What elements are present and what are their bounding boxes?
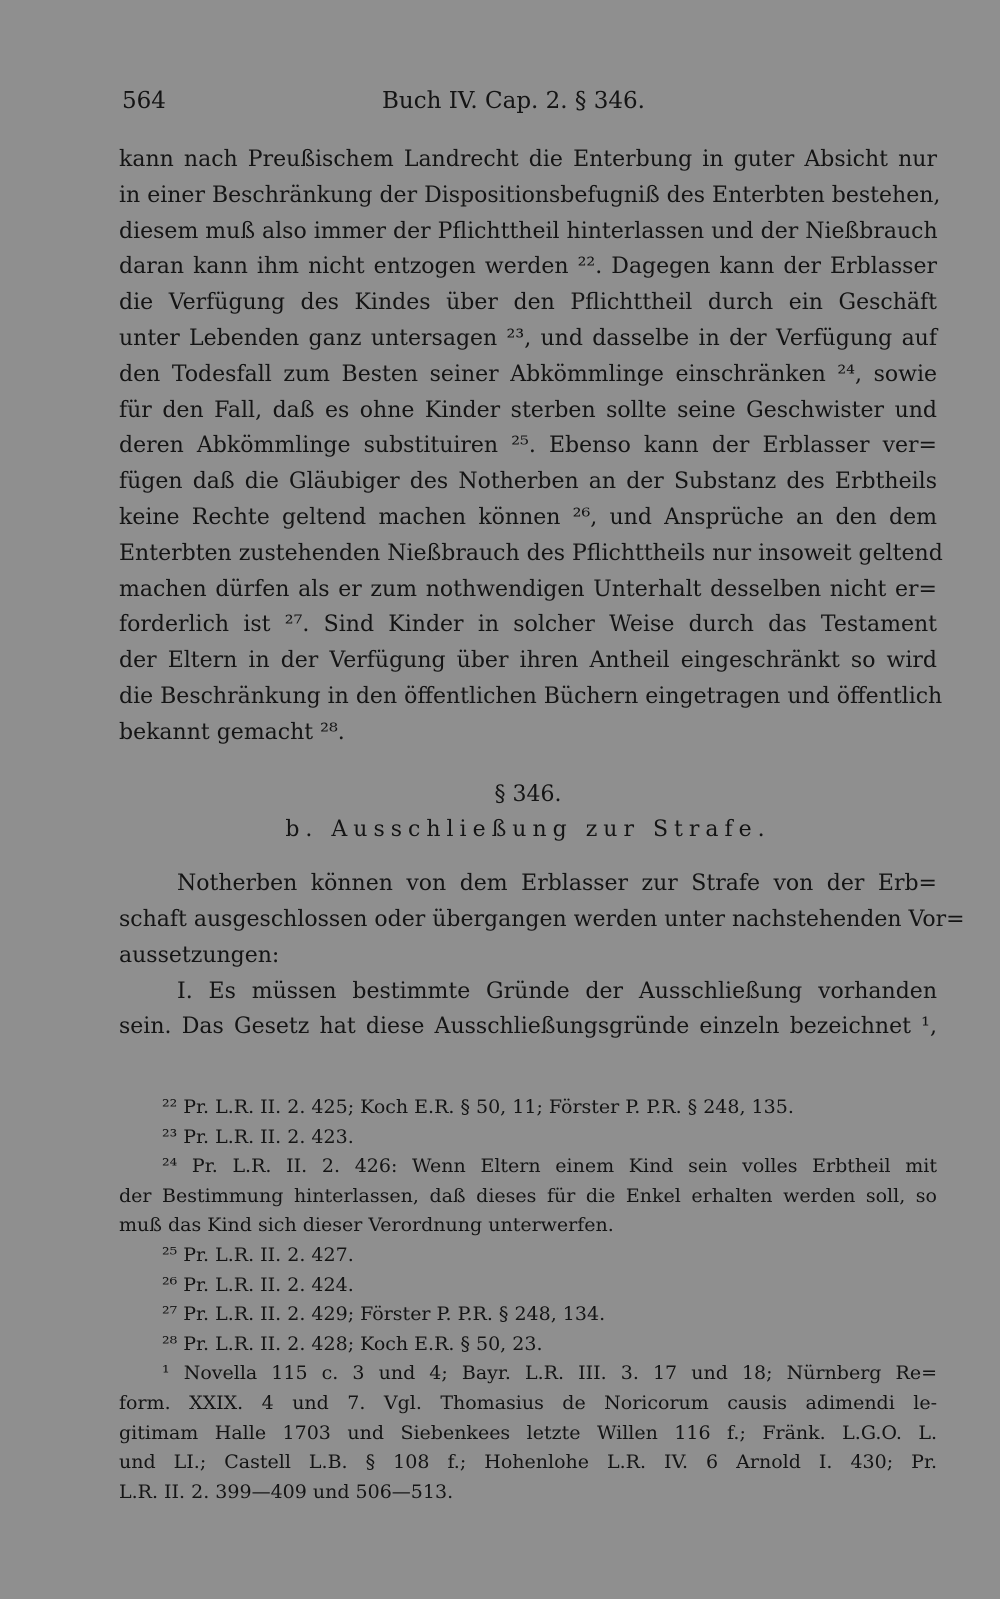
- text-line: I. Es müssen bestimmte Gründe der Ausschließung vorhanden: [177, 978, 937, 1004]
- text-line: Notherben können von dem Erblasser zur Strafe von der Erb=: [177, 871, 937, 897]
- footnote: ²⁸ Pr. L.R. II. 2. 428; Koch E.R. § 50, 23.: [162, 1332, 543, 1355]
- text-line: deren Abkömmlinge substituiren ²⁵. Ebenso kann der Erblasser ver=: [119, 433, 937, 459]
- text-line: schaft ausgeschlossen oder übergangen werden unter nachstehenden Vor=: [119, 906, 965, 932]
- footnote: ²⁷ Pr. L.R. II. 2. 429; Förster P. P.R. § 248, 134.: [162, 1303, 606, 1326]
- footnote-continuation: muß das Kind sich dieser Verordnung unterwerfen.: [119, 1214, 614, 1237]
- text-line: bekannt gemacht ²⁸.: [119, 719, 345, 745]
- section-title: b. Ausschließung zur Strafe.: [285, 817, 771, 843]
- page-header: [122, 88, 922, 128]
- text-line: für den Fall, daß es ohne Kinder sterben sollte seine Geschwister und: [119, 397, 937, 423]
- text-line: unter Lebenden ganz untersagen ²³, und dasselbe in der Verfügung auf: [119, 325, 937, 351]
- text-line: diesem muß also immer der Pflichttheil hinterlassen und der Nießbrauch: [119, 218, 938, 244]
- text-line: fügen daß die Gläubiger des Notherben an der Substanz des Erbtheils: [119, 469, 937, 495]
- running-head: Buch IV. Cap. 2. § 346.: [382, 88, 645, 114]
- footnote-continuation: form. XXIX. 4 und 7. Vgl. Thomasius de Noricorum causis adimendi le-: [119, 1391, 937, 1414]
- footnote: ²⁴ Pr. L.R. II. 2. 426: Wenn Eltern einem Kind sein volles Erbtheil mit: [162, 1155, 937, 1178]
- footnote: ²³ Pr. L.R. II. 2. 423.: [162, 1125, 354, 1148]
- footnote: ²⁶ Pr. L.R. II. 2. 424.: [162, 1273, 354, 1296]
- main-text: [119, 142, 965, 1045]
- text-line: der Eltern in der Verfügung über ihren Antheil eingeschränkt so wird: [119, 648, 937, 674]
- text-line: Enterbten zustehenden Nießbrauch des Pflichttheils nur insoweit geltend: [119, 540, 943, 566]
- text-line: forderlich ist ²⁷. Sind Kinder in solcher Weise durch das Testament: [119, 612, 937, 638]
- text-line: kann nach Preußischem Landrecht die Enterbung in guter Absicht nur: [119, 147, 937, 172]
- footnote-continuation: und LI.; Castell L.B. § 108 f.; Hohenlohe L.R. IV. 6 Arnold I. 430; Pr.: [119, 1451, 937, 1474]
- footnote: ¹ Novella 115 c. 3 und 4; Bayr. L.R. III. 3. 17 und 18; Nürnberg Re=: [162, 1362, 937, 1385]
- text-line: machen dürfen als er zum nothwendigen Unterhalt desselben nicht er=: [119, 576, 937, 602]
- text-line: aussetzungen:: [119, 942, 280, 968]
- page-number: 564: [122, 88, 166, 114]
- text-line: in einer Beschränkung der Dispositionsbefugniß des Enterbten bestehen,: [119, 182, 941, 208]
- text-line: den Todesfall zum Besten seiner Abkömmlinge einschränken ²⁴, sowie: [119, 361, 937, 387]
- text-line: sein. Das Gesetz hat diese Ausschließungsgründe einzeln bezeichnet ¹,: [119, 1014, 937, 1040]
- footnote-continuation: der Bestimmung hinterlassen, daß dieses für die Enkel erhalten werden soll, so: [119, 1184, 937, 1207]
- section-number: § 346.: [494, 781, 562, 807]
- footnote: ²⁵ Pr. L.R. II. 2. 427.: [162, 1243, 354, 1266]
- footnote: ²² Pr. L.R. II. 2. 425; Koch E.R. § 50, 11; Förster P. P.R. § 248, 135.: [162, 1096, 794, 1118]
- footnote-continuation: L.R. II. 2. 399—409 und 506—513.: [119, 1480, 454, 1503]
- footnotes: [119, 1093, 937, 1507]
- text-line: daran kann ihm nicht entzogen werden ²². Dagegen kann der Erblasser: [119, 254, 937, 280]
- footnote-continuation: gitimam Halle 1703 und Siebenkees letzte Willen 116 f.; Fränk. L.G.O. L.: [119, 1421, 937, 1444]
- text-line: die Beschränkung in den öffentlichen Büchern eingetragen und öffentlich: [119, 683, 943, 709]
- text-line: die Verfügung des Kindes über den Pflichttheil durch ein Geschäft: [119, 290, 937, 316]
- text-line: keine Rechte geltend machen können ²⁶, und Ansprüche an den dem: [119, 504, 937, 530]
